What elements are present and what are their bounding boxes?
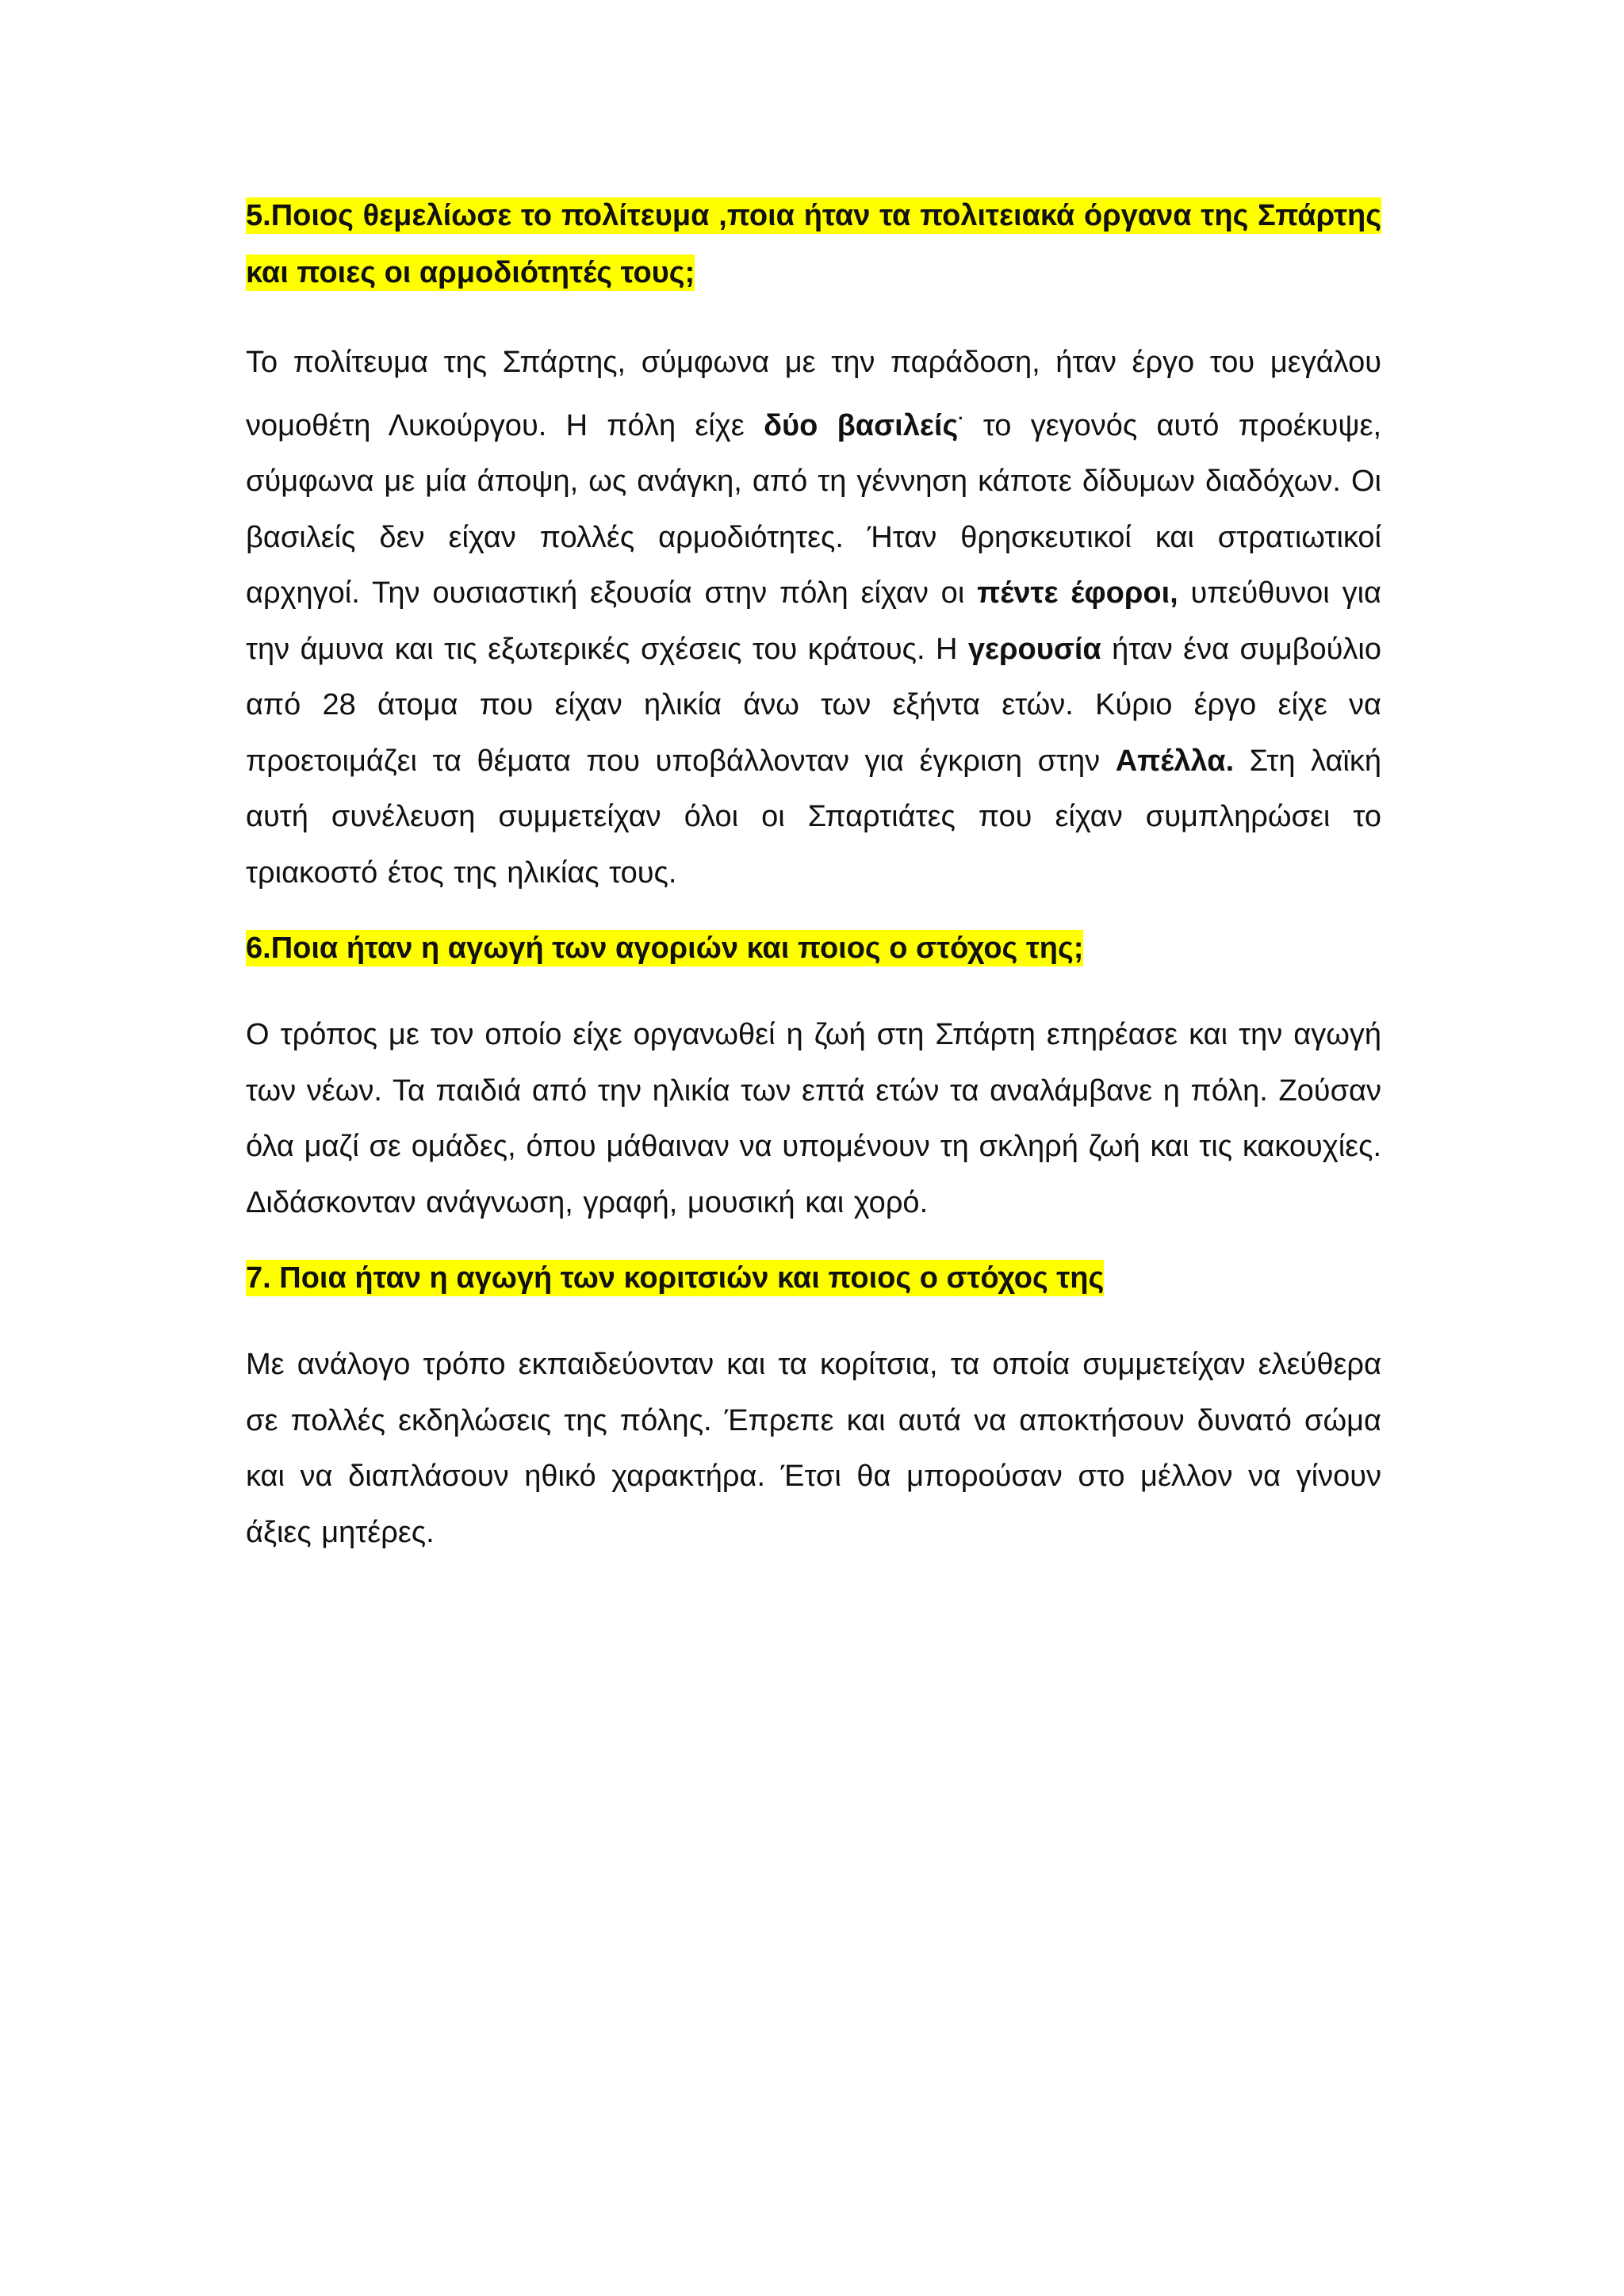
answer-5-text-3: υπεύθυνοι για την άμυνα και τις εξωτερικές σχέσεις του κράτους. Η	[246, 576, 1381, 666]
answer-5-paragraph	[246, 335, 1381, 901]
answer-7-paragraph: Με ανάλογο τρόπο εκπαιδεύονταν και τα κορίτσια, τα οποία συμμετείχαν ελεύθερα σε πολλές εκδηλώσεις της πόλης. Έπρεπε και αυτά να αποκτήσουν δυνατό σώμα και να διαπλάσουν ηθικό χαρακτήρα. Έτσι θα μπορούσαν στο μέλλον να γίνουν άξιες μητέρες.	[246, 1348, 1381, 1549]
answer-5-bold-apella: Απέλλα.	[1115, 744, 1235, 778]
answer-5-text-5: Στη λαϊκή αυτή συνέλευση συμμετείχαν όλοι οι Σπαρτιάτες που είχαν συμπληρώσει το τριακοστό έτος της ηλικίας τους.	[246, 744, 1381, 890]
document-content	[246, 187, 1381, 1560]
answer-5-bold-kings: δύο βασιλείς	[763, 408, 959, 442]
answer-6-paragraph: Ο τρόπος με τον οποίο είχε οργανωθεί η ζωή στη Σπάρτη επηρέασε και την αγωγή των νέων. Τα παιδιά από την ηλικία των επτά ετών τα αναλάμβανε η πόλη. Ζούσαν όλα μαζί σε ομάδες, όπου μάθαιναν να υπομένουν τη σκληρή ζωή και τις κακουχίες. Διδάσκονταν ανάγνωση, γραφή, μουσική και χορό.	[246, 1018, 1381, 1219]
answer-5-bold-gerousia: γερουσία	[967, 632, 1101, 666]
answer-5-bold-ephors: πέντε έφοροι,	[977, 576, 1178, 610]
question-6-heading-text: 6.Ποια ήταν η αγωγή των αγοριών και ποιος ο στόχος της;	[246, 932, 1084, 965]
question-5-heading-text: 5.Ποιος θεμελίωσε το πολίτευμα ,ποια ήταν τα πολιτειακά όργανα της Σπάρτης και ποιες οι αρμοδιότητές τους;	[246, 199, 1381, 289]
answer-5-text-4: ήταν ένα συμβούλιο από 28 άτομα που είχαν ηλικία άνω των εξήντα ετών. Κύριο έργο είχε να προετοιμάζει τα θέματα που υποβάλλονταν για έγκριση στην	[246, 632, 1381, 778]
question-6-heading	[246, 920, 1381, 977]
question-7-heading-text: 7. Ποια ήταν η αγωγή των κοριτσιών και ποιος ο στόχος της	[246, 1261, 1105, 1295]
answer-5-text-2: το γεγονός αυτό προέκυψε, σύμφωνα με μία άποψη, ως ανάγκη, από τη γέννηση κάποτε δίδυμων διαδόχων. Οι βασιλείς δεν είχαν πολλές αρμοδιότητες. Ήταν θρησκευτικοί και στρατιωτικοί αρχηγοί. Την ουσιαστική εξουσία στην πόλη είχαν οι	[246, 408, 1382, 610]
answer-5-mark: ·	[958, 408, 964, 428]
answer-5-text-1: Το πολίτευμα της Σπάρτης, σύμφωνα με την παράδοση, ήταν έργο του μεγάλου νομοθέτη Λυκούργου. Η πόλη είχε	[246, 346, 1381, 442]
question-5-heading	[246, 187, 1381, 301]
question-7-heading	[246, 1249, 1381, 1307]
